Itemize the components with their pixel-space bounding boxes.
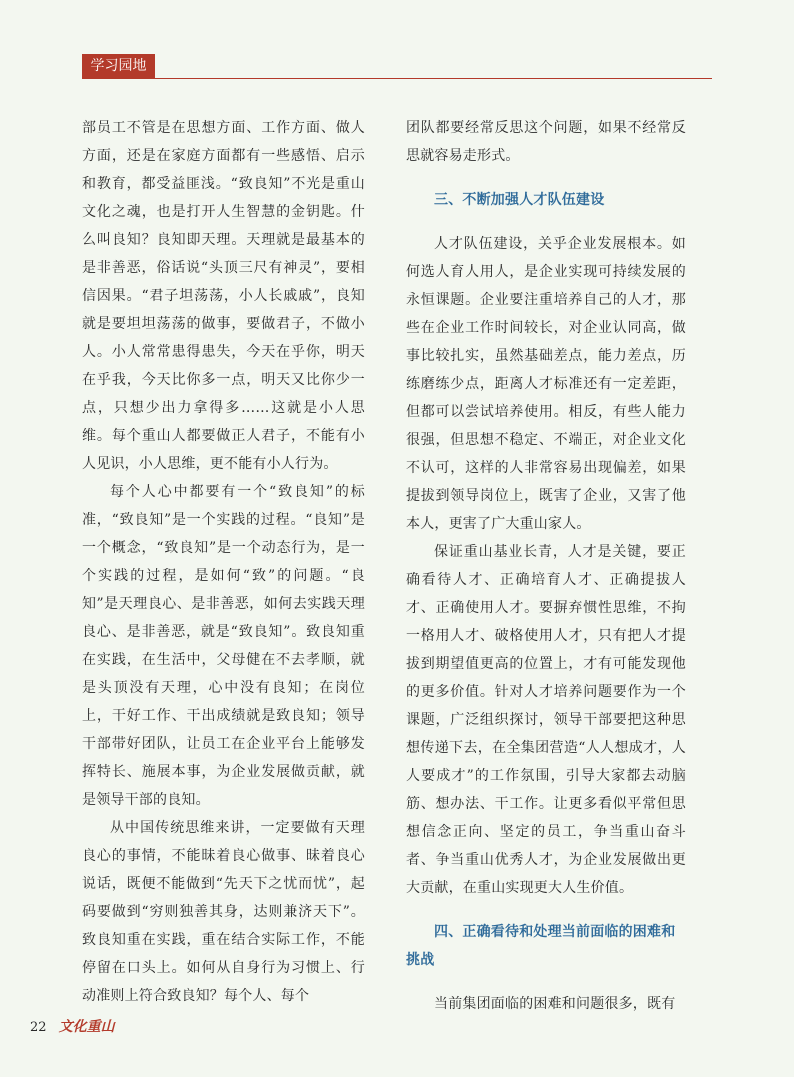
- right-paragraph-3: 保证重山基业长青，人才是关键，要正确看待人才、正确培育人才、正确提拔人才、正确使用人才。要摒弃惯性思维，不拘一格用人才、破格使用人才，只有把人才提拔到期望值更高的位置上，才有可能发现他的更多价值。针对人才培养问题要作为一个课题，广泛组织探讨，领导干部要把这种思想传递下去，在全集团营造“人人想成才，人人要成才”的工作氛围，引导大家都去动脑筋、想办法、干工作。让更多看似平常但思想信念正向、坚定的员工，争当重山奋斗者、争当重山优秀人才，为企业发展做出更大贡献，在重山实现更大人生价值。: [406, 544, 686, 896]
- right-paragraph-2: 人才队伍建设，关乎企业发展根本。如何选人育人用人，是企业实现可持续发展的永恒课题。企业要注重培养自己的人才，那些在企业工作时间较长，对企业认同高，做事比较扎实，虽然基础差点，能力差点，历练磨练少点，距离人才标准还有一定差距，但都可以尝试培养使用。相反，有些人能力很强，但思想不稳定、不端正，对企业文化不认可，这样的人非常容易出现偏差，如果提拔到领导岗位上，既害了企业，又害了他本人，更害了广大重山家人。: [406, 236, 686, 532]
- right-paragraph-4: 当前集团面临的困难和问题很多，既有: [434, 996, 676, 1012]
- section-heading-4: 四、正确看待和处理当前面临的困难和挑战: [406, 924, 676, 968]
- left-paragraph-2: 每个人心中都要有一个“致良知”的标准，“致良知”是一个实践的过程。“良知”是一个概念，“致良知”是一个动态行为，是一个实践的过程，是如何“致”的问题。“良知”是天理良心、是非善恶，如何去实践天理良心、是非善恶，就是“致良知”。致良知重在实践，在生活中，父母健在不去孝顺，就是头顶没有天理，心中没有良知；在岗位上，干好工作、干出成绩就是致良知；领导干部带好团队，让员工在企业平台上能够发挥特长、施展本事，为企业发展做贡献，就是领导干部的良知。: [82, 484, 365, 808]
- right-column: [406, 114, 686, 1018]
- left-paragraph-3: 从中国传统思维来讲，一定要做有天理良心的事情，不能昧着良心做事、昧着良心说话，既便不能做到“先天下之忧而忧”，起码要做到“穷则独善其身，达则兼济天下”。致良知重在实践，重在结合实际工作，不能停留在口头上。如何从自身行为习惯上、行动准则上符合致良知？每个人、每个: [82, 820, 365, 1004]
- section-heading-3: 三、不断加强人才队伍建设: [434, 192, 605, 208]
- page-number: 22: [30, 1020, 47, 1035]
- page-footer: [30, 1016, 115, 1036]
- left-column: [82, 114, 365, 1010]
- right-paragraph-1: 团队都要经常反思这个问题，如果不经常反思就容易走形式。: [406, 120, 686, 164]
- header-rule: [82, 78, 712, 79]
- section-tag: 学习园地: [82, 54, 155, 78]
- brand-logo: 文化重山: [58, 1019, 115, 1035]
- left-paragraph-1: 部员工不管是在思想方面、工作方面、做人方面，还是在家庭方面都有一些感悟、启示和教育，都受益匪浅。“致良知”不光是重山文化之魂，也是打开人生智慧的金钥匙。什么叫良知？良知即天理。天理就是最基本的是非善恶，俗话说“头顶三尺有神灵”，要相信因果。“君子坦荡荡，小人长戚戚”，良知就是要坦坦荡荡的做事，要做君子，不做小人。小人常常患得患失，今天在乎你，明天在乎我，今天比你多一点，明天又比你少一点，只想少出力拿得多……这就是小人思维。每个重山人都要做正人君子，不能有小人见识，小人思维，更不能有小人行为。: [82, 120, 365, 472]
